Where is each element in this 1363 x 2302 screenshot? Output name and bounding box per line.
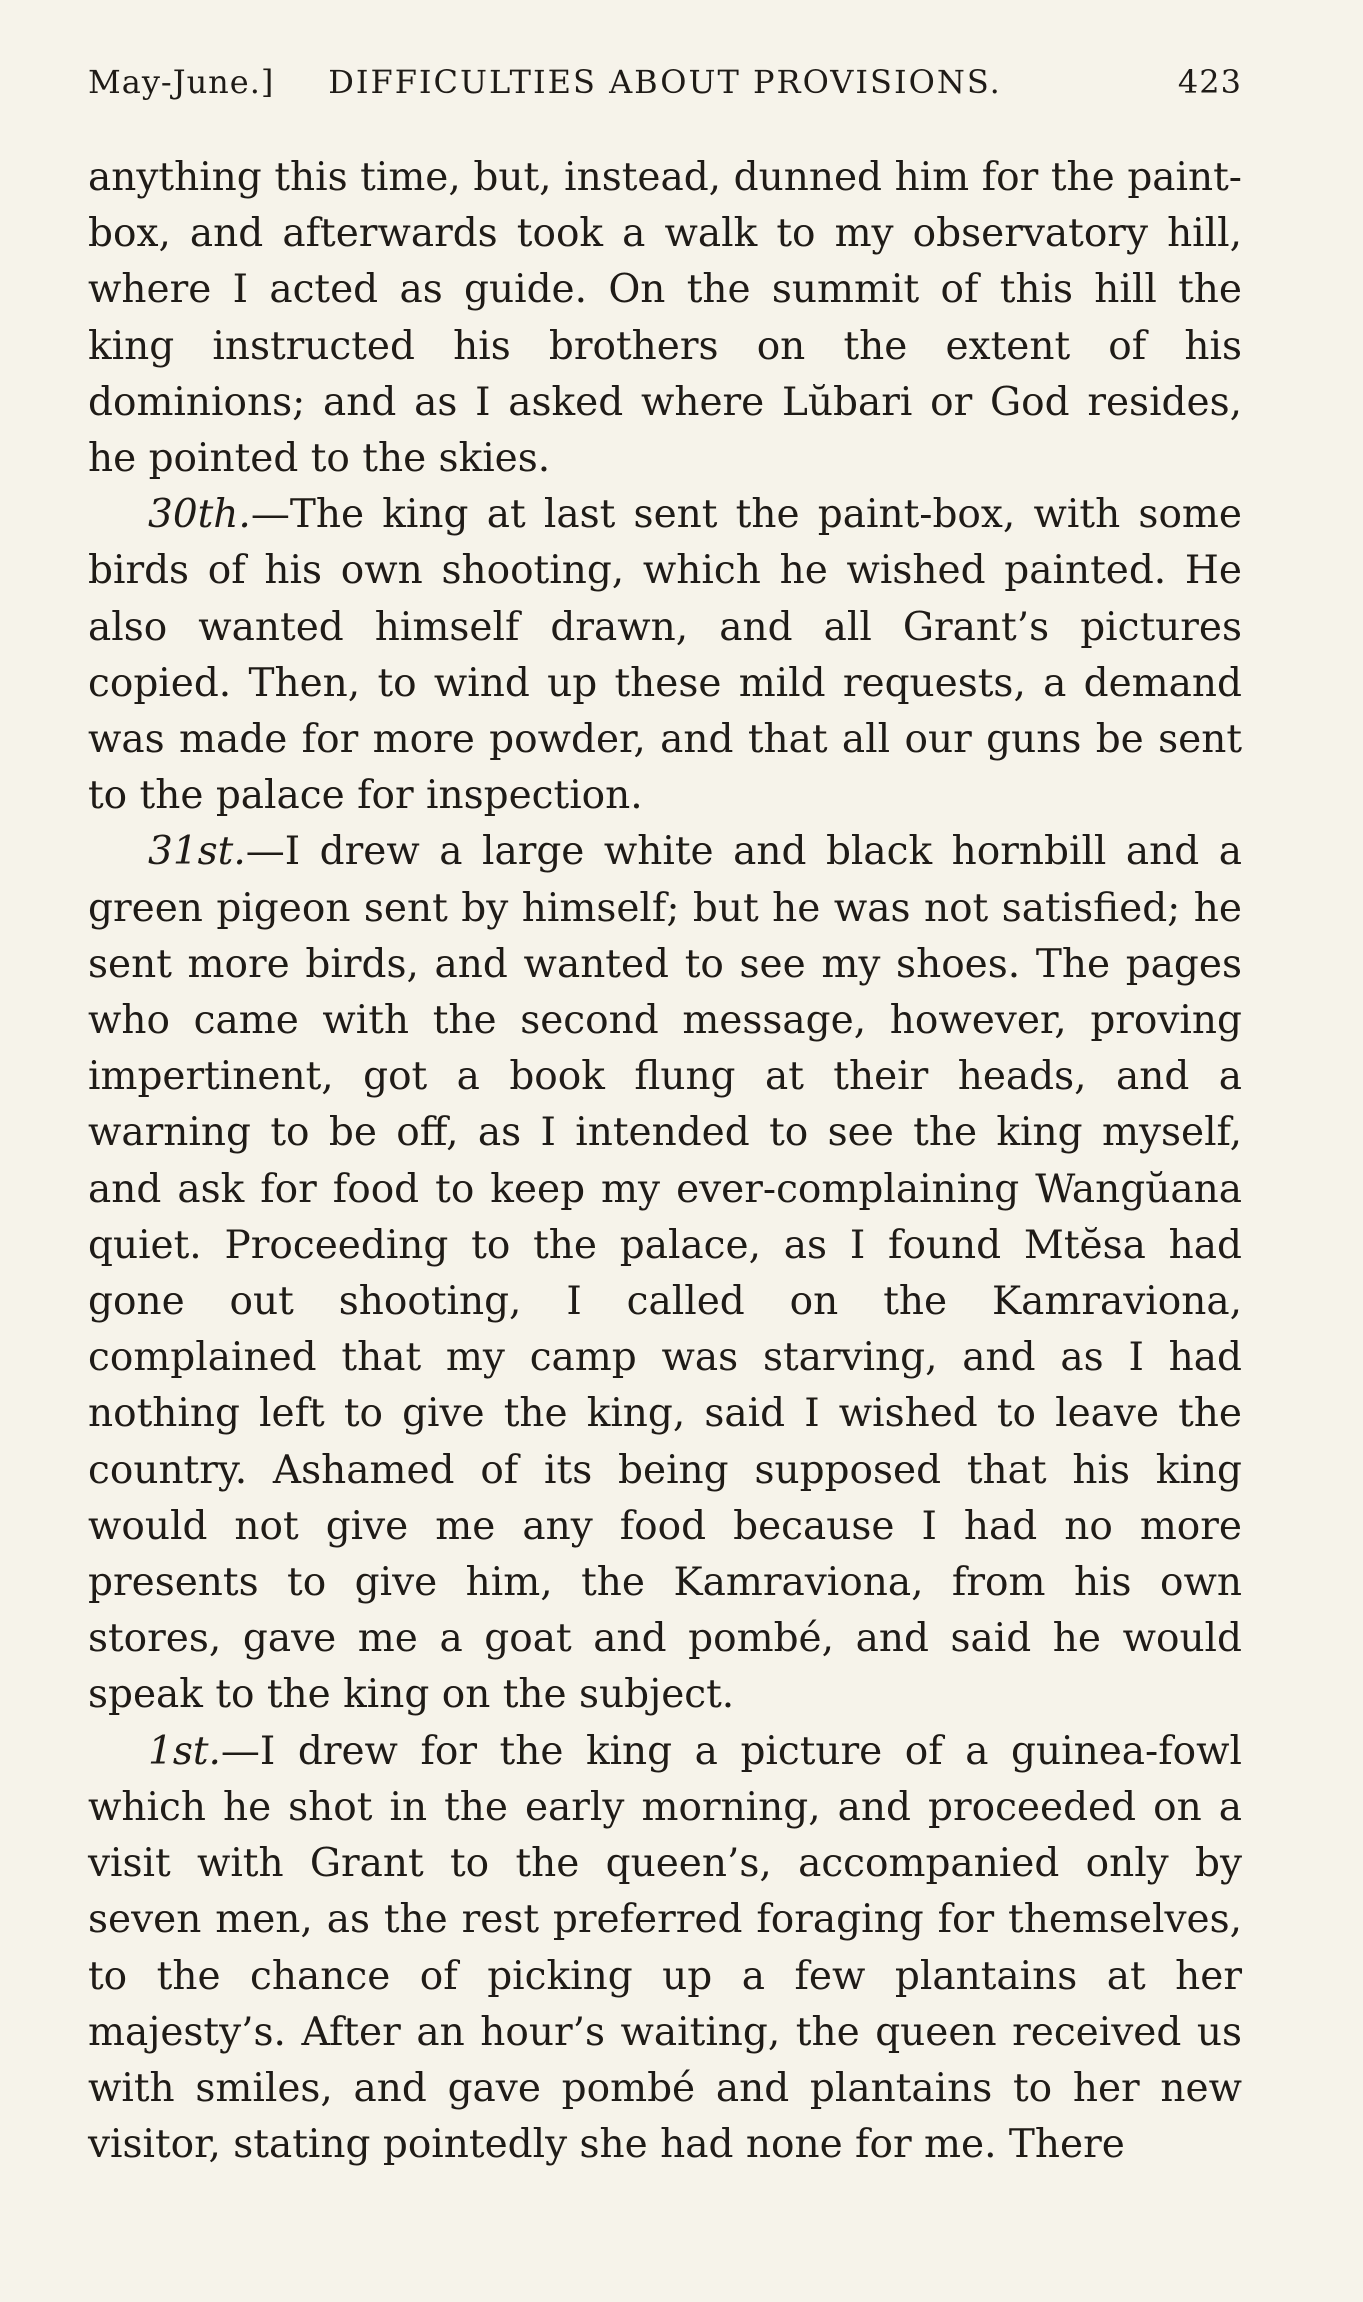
entry-date: 31st. [148,829,246,875]
paragraph-text: —I drew a large white and black hornbill and a green pigeon sent by himself; but he was not satisfied; he sent more birds, and wanted to see my shoes. The pages who came with the second message, however, proving impertinent, got a book flung at their heads, and a warning to be off, as I intended to see the king myself, and ask for food to keep my ever-complaining Wangŭana quiet. Proceeding to the palace, as I found Mtĕsa had gone out shooting, I called on the Kamraviona, complained that my camp was starving, and as I had nothing left to give the king, said I wished to leave the country. Ashamed of its being supposed that his king would not give me any food because I had no more presents to give him, the Kamraviona, from his own stores, gave me a goat and pombé, and said he would speak to the king on the subject. [88,829,1242,1718]
paragraph-text: —The king at last sent the paint-box, with some birds of his own shooting, which he wished painted. He also wanted himself drawn, and all Grant’s pictures copied. Then, to wind up these mild requests, a demand was made for more powder, and that all our guns be sent to the palace for inspection. [88,492,1242,819]
paragraph-entry-30th [88,487,1242,824]
body-text [88,150,1242,2173]
paragraph-entry-1st [88,1724,1242,2174]
running-head-left: May-June.] [88,63,275,101]
page-number: 423 [1177,63,1242,101]
paragraph-text: —I drew for the king a picture of a guinea-fowl which he shot in the early morning, and proceeded on a visit with Grant to the queen’s, accompanied only by seven men, as the rest preferred foraging for themselves, to the chance of picking up a few plantains at her majesty’s. After an hour’s waiting, the queen received us with smiles, and gave pombé and plantains to her new visitor, stating pointedly she had none for me. There [88,1728,1242,2168]
paragraph-text: anything this time, but, instead, dunned him for the paint-box, and afterwards took a walk to my observatory hill, where I acted as guide. On the summit of this hill the king instructed his brothers on the extent of his dominions; and as I asked where Lŭbari or God resides, he pointed to the skies. [88,155,1242,482]
running-head-title: DIFFICULTIES ABOUT PROVISIONS. [328,63,1002,101]
running-head [88,58,1242,106]
book-page [88,0,1242,2302]
entry-date: 1st. [148,1728,221,1774]
entry-date: 30th. [148,492,251,538]
paragraph-continued [88,150,1242,487]
paragraph-entry-31st [88,824,1242,1723]
